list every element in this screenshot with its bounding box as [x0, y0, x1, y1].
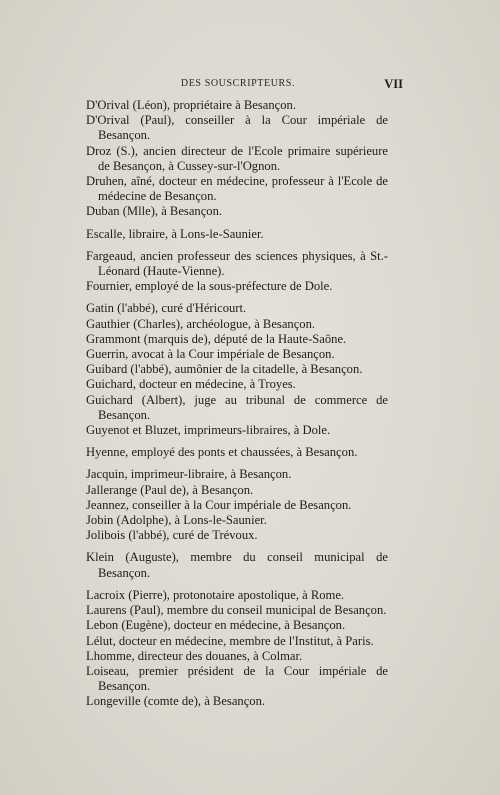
page-number: VII	[384, 77, 403, 91]
subscriber-entry: Jobin (Adolphe), à Lons-le-Saunier.	[86, 513, 267, 528]
subscriber-entry: Guibard (l'abbé), aumônier de la citadelle, à Besançon.	[86, 362, 363, 377]
subscriber-entry: Laurens (Paul), membre du conseil municipal de Besançon.	[86, 603, 387, 618]
subscriber-entry: Lacroix (Pierre), protonotaire apostolique, à Rome.	[86, 587, 345, 602]
subscriber-entry: Guyenot et Bluzet, imprimeurs-libraires, à Dole.	[86, 423, 331, 438]
subscriber-entry: Druhen, aîné, docteur en médecine, professeur à l'Ecole de médecine de Besançon.	[86, 174, 388, 204]
subscriber-entry: Guerrin, avocat à la Cour impériale de Besançon.	[86, 347, 335, 362]
subscriber-entry: Grammont (marquis de), député de la Haute-Saône.	[86, 331, 347, 346]
subscriber-entry: Duban (Mlle), à Besançon.	[86, 204, 223, 219]
page-header	[86, 77, 403, 94]
subscriber-entry: D'Orival (Paul), conseiller à la Cour impériale de Besançon.	[86, 113, 388, 143]
subscriber-entry: Loiseau, premier président de la Cour impériale de Besançon.	[86, 663, 388, 694]
subscriber-entry: Klein (Auguste), membre du conseil municipal de Besançon.	[86, 550, 388, 580]
subscriber-entry: Jacquin, imprimeur-libraire, à Besançon.	[86, 467, 292, 482]
subscriber-entry: Guichard (Albert), juge au tribunal de commerce de Besançon.	[86, 392, 388, 422]
subscriber-entry: Fournier, employé de la sous-préfecture de Dole.	[86, 279, 333, 294]
subscriber-list	[86, 98, 388, 710]
subscriber-entry: Lhomme, directeur des douanes, à Colmar.	[86, 648, 303, 663]
subscriber-entry: Fargeaud, ancien professeur des sciences physiques, à St.-Léonard (Haute-Vienne).	[86, 248, 388, 279]
subscriber-entry: Jeannez, conseiller à la Cour impériale de Besançon.	[86, 497, 352, 512]
subscriber-entry: Escalle, libraire, à Lons-le-Saunier.	[86, 226, 264, 241]
running-head: DES SOUSCRIPTEURS.	[180, 78, 296, 89]
subscriber-entry: Longeville (comte de), à Besançon.	[86, 694, 266, 709]
subscriber-entry: Gauthier (Charles), archéologue, à Besançon.	[86, 316, 316, 331]
subscriber-entry: Lélut, docteur en médecine, membre de l'Institut, à Paris.	[86, 633, 374, 648]
subscriber-entry: Jallerange (Paul de), à Besançon.	[86, 482, 254, 497]
subscriber-entry: Lebon (Eugène), docteur en médecine, à Besançon.	[86, 618, 346, 633]
subscriber-entry: D'Orival (Léon), propriétaire à Besançon.	[86, 98, 296, 112]
subscriber-entry: Hyenne, employé des ponts et chaussées, à Besançon.	[86, 445, 358, 460]
subscriber-entry: Droz (S.), ancien directeur de l'Ecole primaire supérieure de Besançon, à Cussey-sur-l'Ognon.	[86, 143, 388, 173]
subscriber-entry: Gatin (l'abbé), curé d'Héricourt.	[86, 301, 247, 316]
subscriber-entry: Jolibois (l'abbé), curé de Trévoux.	[86, 528, 258, 543]
subscriber-entry: Guichard, docteur en médecine, à Troyes.	[86, 377, 296, 392]
